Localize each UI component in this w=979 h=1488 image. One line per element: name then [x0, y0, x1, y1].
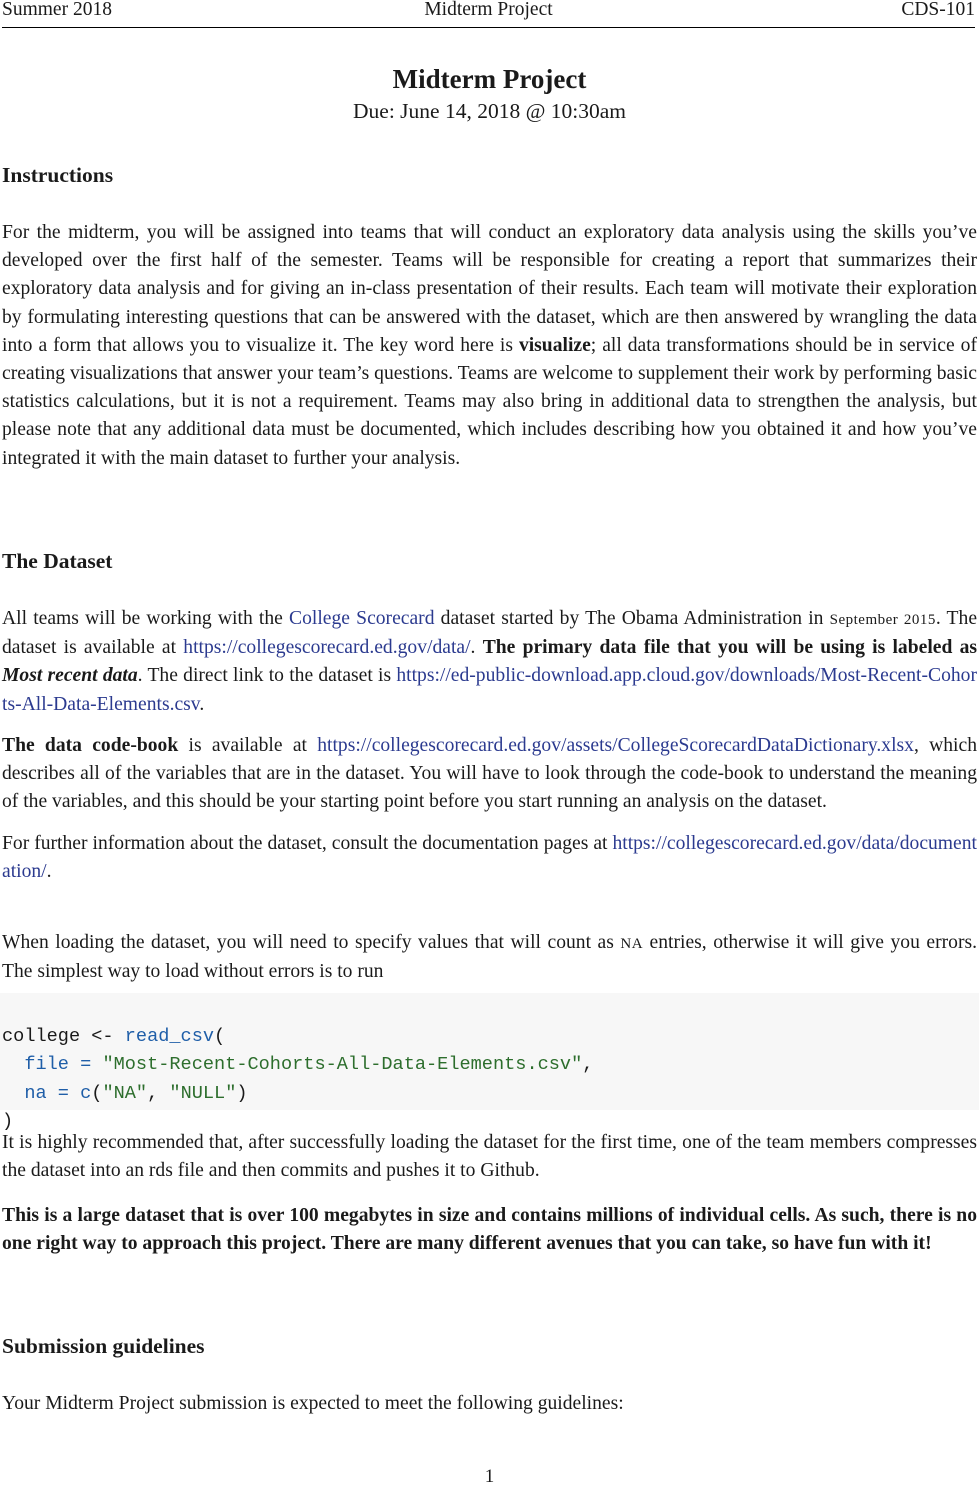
code-token: ,: [582, 1054, 594, 1076]
primary-file-note: The primary data file that you will be using is labeled as: [482, 637, 978, 659]
page-number: 1: [484, 1466, 495, 1487]
code-argument: file =: [2, 1054, 103, 1076]
heading-dataset: The Dataset: [2, 549, 113, 573]
dataset-paragraph-6: [2, 1202, 977, 1258]
documentation-link[interactable]: https://collegescorecard.ed.gov/data/documentation/: [2, 833, 977, 883]
data-page-link[interactable]: https://collegescorecard.ed.gov/data/: [183, 637, 471, 659]
dataset-p1-text-e: . The direct link to the dataset is: [137, 665, 397, 687]
code-function: c: [80, 1082, 92, 1104]
dataset-p2-text-a: is available at: [178, 735, 318, 756]
visualize-keyword: visualize: [518, 334, 591, 356]
code-token: college <-: [2, 1026, 125, 1048]
direct-dataset-link[interactable]: https://ed-public-download.app.cloud.gov/downloads/Most-Recent-Cohorts-All-Data-Elements.csv: [2, 665, 977, 715]
dataset-p4-text-a: When loading the dataset, you will need to specify values that will count as: [2, 932, 621, 953]
heading-instructions: Instructions: [2, 163, 114, 187]
na-token: NA: [620, 936, 644, 952]
running-head-right: CDS-101: [901, 0, 975, 20]
warning-section: [2, 1202, 977, 1258]
codebook-link[interactable]: https://collegescorecard.ed.gov/assets/CollegeScorecardDataDictionary.xlsx: [317, 735, 914, 756]
most-recent-data-label: Most recent data: [2, 665, 138, 687]
submission-section: [2, 1390, 977, 1418]
instructions-text-a: For the midterm, you will be assigned into teams that will conduct an exploratory data analysis using the skills you’ve developed over the first half of the semester. Teams will be responsible for creating a report that summarizes their exploratory data analysis and for giving an in-class presentation of their results. Each team will motivate their exploration by formulating interesting questions that can be answered with the dataset, which are then answered by wrangling the data into a form that allows you to visualize it. The key word here is: [2, 222, 977, 356]
dataset-paragraph-3: [2, 830, 977, 886]
code-line-1: [0, 1023, 979, 1051]
running-head-center: Midterm Project: [424, 0, 553, 20]
code-string: "NA": [102, 1082, 148, 1104]
codebook-section: [2, 732, 977, 817]
code-string: "NULL": [169, 1082, 237, 1104]
running-head: [2, 0, 975, 28]
dataset-p3-text-a: For further information about the dataset, consult the documentation pages at: [2, 833, 613, 854]
code-token: ,: [147, 1082, 170, 1104]
dataset-p4-text-b: entries, otherwise it will give you errors. The simplest way to load without errors is to run: [2, 932, 977, 983]
running-head-left: Summer 2018: [2, 0, 112, 20]
page-title: Midterm Project: [392, 64, 587, 94]
code-string: "Most-Recent-Cohorts-All-Data-Elements.csv": [102, 1054, 583, 1076]
code-line-3: [0, 1080, 979, 1108]
large-dataset-note: This is a large dataset that is over 100 megabytes in size and contains millions of individual cells. As such, there is no one right way to approach this project. There are many different avenues that you can take, so have fun with it!: [2, 1205, 977, 1255]
code-argument: na =: [2, 1082, 81, 1104]
college-scorecard-link[interactable]: College Scorecard: [289, 608, 435, 629]
dataset-p1-text-f: .: [199, 693, 205, 715]
codebook-label: The data code-book: [2, 735, 179, 756]
instructions-paragraph: [2, 219, 977, 473]
title-block: [0, 62, 979, 125]
dataset-p2-text-b: , which describes all of the variables that are in the dataset. You will have to look through the code-book to understand the meaning of the variables, and this should be your starting point before you start running an analysis on the dataset.: [2, 735, 977, 813]
code-function: read_csv: [124, 1026, 215, 1048]
heading-submission: Submission guidelines: [2, 1334, 205, 1358]
code-token: (: [91, 1082, 103, 1104]
code-line-2: [0, 1051, 979, 1079]
loading-section: [2, 929, 977, 986]
code-token: ): [2, 1110, 14, 1132]
documentation-section: [2, 830, 977, 886]
dataset-p1-text-a: All teams will be working with the: [2, 608, 290, 629]
submission-paragraph: Your Midterm Project submission is expected to meet the following guidelines:: [2, 1393, 624, 1414]
code-block: [0, 993, 979, 1132]
dataset-p1-date: September 2015: [829, 612, 936, 628]
code-token: ): [236, 1082, 248, 1104]
due-date: Due: June 14, 2018 @ 10:30am: [353, 99, 626, 123]
instructions-section: [2, 219, 977, 473]
dataset-p3-text-b: .: [46, 861, 52, 883]
dataset-paragraph-4: [2, 929, 977, 986]
instructions-text-b: ; all data transformations should be in service of creating visualizations that answer your team’s questions. Teams are welcome to supplement their work by performing basic statistics calculations, but it is not a requirement. Teams may also bring in additional data to strengthen the analysis, but please note that any additional data must be documented, which includes describing how you obtained it and how you’ve integrated it with the main dataset to further your analysis.: [2, 334, 977, 469]
dataset-p1-text-d: .: [470, 637, 483, 659]
dataset-paragraph-2: [2, 732, 977, 817]
dataset-paragraph-5: It is highly recommended that, after successfully loading the dataset for the first time, one of the team members compresses the dataset into an rds file and then commits and pushes it to Github.: [2, 1132, 977, 1182]
dataset-section: [2, 605, 977, 719]
dataset-paragraph-1: [2, 605, 977, 719]
code-token: (: [214, 1026, 226, 1048]
rds-section: [2, 1129, 977, 1185]
dataset-p1-text-b: dataset started by The Obama Administration in: [434, 608, 830, 629]
dataset-p1-text-c: . The dataset is available at: [2, 608, 978, 659]
